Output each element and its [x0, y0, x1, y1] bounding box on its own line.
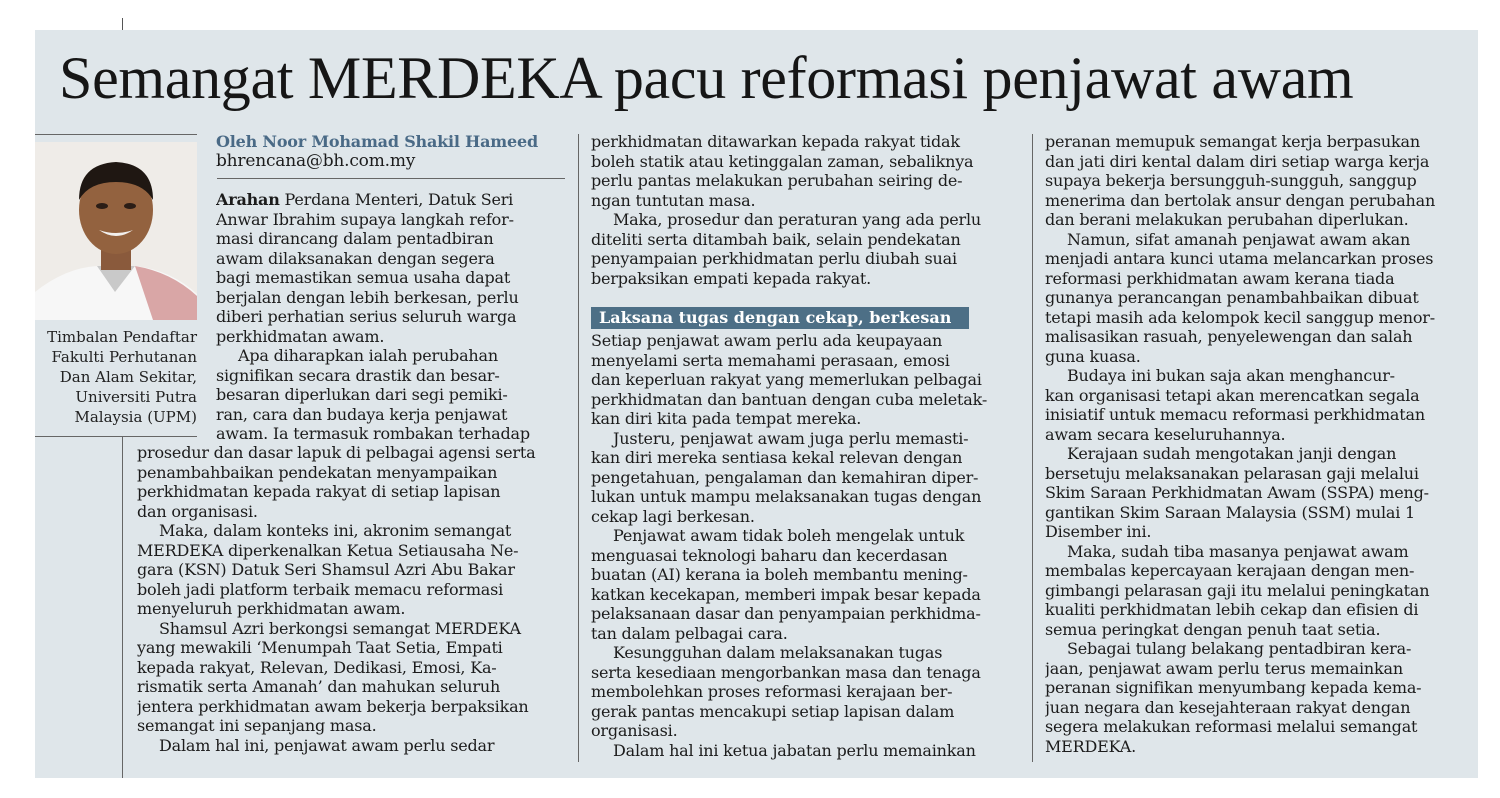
text-line	[1045, 347, 1475, 367]
text-line	[1045, 620, 1475, 640]
text-span: Apa diharapkan ialah perubahan	[238, 346, 498, 365]
text-line	[216, 346, 561, 366]
text-line	[591, 448, 1021, 468]
text-span: membalas kepercayaan kerajaan dengan men-	[1045, 561, 1415, 580]
text-span: Budaya ini bukan saja akan menghancur-	[1067, 366, 1395, 385]
text-line	[1045, 405, 1475, 425]
text-span: malisasikan rasuah, penyelewengan dan salah	[1045, 327, 1413, 346]
text-line	[1045, 600, 1475, 620]
crop-mark	[122, 18, 123, 30]
text-line	[1045, 561, 1475, 581]
text-span: dan keperluan rakyat yang memerlukan pelbagai	[591, 370, 982, 389]
text-line	[1045, 639, 1475, 659]
text-span: gimbangi pelarasan gaji itu melalui peningkatan	[1045, 580, 1430, 600]
column-2-top	[591, 132, 1021, 288]
text-span: Maka, sudah tiba masanya penjawat awam	[1067, 541, 1409, 561]
text-line	[216, 268, 561, 288]
text-line	[137, 443, 567, 463]
text-span: kan diri kita pada tempat mereka.	[591, 409, 862, 428]
text-span: perkhidmatan kepada rakyat di setiap lapisan	[137, 482, 501, 501]
text-span: juan negara dan kesejahteraan rakyat dengan	[1045, 697, 1411, 717]
text-span: supaya bekerja bersungguh-sungguh, sanggup	[1045, 171, 1417, 190]
text-span: gunanya perancangan penambahbaikan dibuat	[1045, 288, 1419, 307]
text-span: tan dalam pelbagai cara.	[591, 623, 788, 643]
author-email: bhrencana@bh.com.my	[216, 151, 416, 171]
text-span: berjalan dengan lebih berkesan, perlu	[216, 287, 519, 307]
text-line	[591, 643, 1021, 663]
text-line	[1045, 444, 1475, 464]
text-span: gantikan Skim Saraan Malaysia (SSM) mulai 1	[1045, 502, 1415, 522]
text-span: peranan signifikan menyumbang kepada kema-	[1045, 678, 1422, 697]
text-span: bersetuju melaksanakan pelarasan gaji melalui	[1045, 463, 1419, 483]
text-line	[216, 327, 561, 347]
text-span: cekap lagi berkesan.	[591, 506, 755, 526]
text-span: masi dirancang dalam pentadbiran	[216, 229, 494, 248]
text-line	[591, 604, 1021, 624]
text-span: menyelami serta memahami perasaan, emosi	[591, 350, 950, 370]
text-line	[591, 409, 1021, 429]
divider	[217, 178, 565, 179]
text-span: reformasi perkhidmatan awam kerana tiada	[1045, 268, 1395, 288]
subheading: Laksana tugas dengan cekap, berkesan	[591, 307, 969, 329]
text-line	[137, 736, 567, 756]
column-divider	[578, 134, 579, 762]
text-line	[216, 307, 561, 327]
text-span: buatan (AI) kerana ia boleh membantu mening-	[591, 565, 968, 584]
text-span: boleh statik atau ketinggalan zaman, sebaliknya	[591, 151, 974, 171]
text-line	[591, 230, 1021, 250]
text-span: besaran diperlukan dari segi pemiki-	[216, 385, 508, 404]
text-span: Setiap penjawat awam perlu ada keupayaan	[591, 331, 943, 350]
text-line	[137, 638, 567, 658]
text-span: jaan, penjawat awam perlu terus memainkan	[1045, 658, 1403, 678]
text-line	[1045, 288, 1475, 308]
text-line	[216, 249, 561, 269]
caption-line: Dan Alam Sekitar,	[59, 368, 197, 386]
text-line	[591, 132, 1021, 152]
text-span: organisasi.	[591, 721, 678, 740]
text-line	[591, 331, 1021, 351]
column-2-bottom	[591, 331, 1021, 760]
text-span: awam secara keseluruhannya.	[1045, 424, 1286, 444]
author-photo	[35, 142, 197, 320]
column-1-top	[216, 190, 561, 444]
text-line	[591, 210, 1021, 230]
divider	[35, 134, 197, 135]
text-span: inisiatif untuk memacu reformasi perkhidmatan	[1045, 405, 1425, 424]
text-span: perlu pantas melakukan perubahan seiring de-	[591, 171, 963, 190]
text-span: dan jati diri kental dalam diri setiap warga kerja	[1045, 151, 1430, 171]
text-span: semua peringkat dengan penuh taat setia.	[1045, 619, 1381, 639]
text-span: Namun, sifat amanah penjawat awam akan	[1067, 229, 1411, 249]
text-span: Kesungguhan dalam melaksanakan tugas	[613, 643, 943, 662]
text-line	[137, 697, 567, 717]
text-line	[591, 370, 1021, 390]
text-span: perkhidmatan ditawarkan kepada rakyat tidak	[591, 132, 960, 151]
text-line	[1045, 269, 1475, 289]
lead-word: Arahan	[216, 190, 280, 209]
column-3	[1045, 132, 1475, 756]
text-line	[1045, 522, 1475, 542]
text-line	[216, 366, 561, 386]
text-line	[591, 624, 1021, 644]
text-span: Dalam hal ini, penjawat awam perlu sedar	[159, 735, 495, 755]
text-line	[591, 546, 1021, 566]
text-line	[1045, 191, 1475, 211]
text-line	[216, 190, 561, 210]
text-line	[137, 580, 567, 600]
text-line	[137, 677, 567, 697]
text-line	[1045, 542, 1475, 562]
text-line	[591, 249, 1021, 269]
text-line	[137, 463, 567, 483]
text-span: Disember ini.	[1045, 522, 1152, 541]
text-span: menerima dan bertolak ansur dengan perubahan	[1045, 190, 1436, 210]
text-span: bagi memastikan semua usaha dapat	[216, 268, 511, 287]
byline-block	[216, 132, 538, 171]
text-line	[1045, 581, 1475, 601]
text-span: segera melakukan reformasi melalui semangat	[1045, 717, 1418, 736]
column-1-bottom	[137, 443, 567, 755]
caption-line: Timbalan Pendaftar	[47, 328, 197, 346]
text-span: MERDEKA.	[1045, 736, 1136, 756]
text-line	[591, 663, 1021, 683]
text-line	[591, 390, 1021, 410]
text-span: yang mewakili ‘Menumpah Taat Setia, Empati	[137, 638, 503, 657]
text-line	[1045, 698, 1475, 718]
text-span: awam. Ia termasuk rombakan terhadap	[216, 424, 530, 443]
text-span: prosedur dan dasar lapuk di pelbagai agensi serta	[137, 443, 536, 462]
text-span: Penjawat awam tidak boleh mengelak untuk	[613, 526, 965, 545]
text-span: Skim Saraan Perkhidmatan Awam (SSPA) meng-	[1045, 483, 1429, 502]
text-line	[216, 210, 561, 230]
text-line	[1045, 464, 1475, 484]
text-line	[591, 269, 1021, 289]
text-line	[1045, 503, 1475, 523]
text-line	[591, 429, 1021, 449]
text-span: menguasai teknologi baharu dan kecerdasan	[591, 545, 948, 565]
text-line	[137, 560, 567, 580]
text-span: Maka, prosedur dan peraturan yang ada perlu	[613, 210, 981, 229]
text-span: rismatik serta Amanah’ dan mahukan seluruh	[137, 677, 501, 696]
divider	[35, 436, 197, 437]
text-span: awam dilaksanakan dengan segera	[216, 248, 495, 268]
text-line	[1045, 366, 1475, 386]
text-span: peranan memupuk semangat kerja berpasukan	[1045, 132, 1420, 151]
text-span: menyeluruh perkhidmatan awam.	[137, 599, 406, 618]
text-line	[591, 152, 1021, 172]
text-span: katkan kecekapan, memberi impak besar kepada	[591, 584, 981, 604]
text-line	[1045, 249, 1475, 269]
text-line	[591, 507, 1021, 527]
text-line	[1045, 678, 1475, 698]
byline: Oleh Noor Mohamad Shakil Hameed	[216, 132, 538, 151]
newspaper-clipping	[35, 30, 1478, 778]
text-span: Maka, dalam konteks ini, akronim semangat	[159, 521, 512, 540]
text-span: perkhidmatan dan bantuan dengan cuba meletak-	[591, 389, 988, 409]
text-line	[1045, 132, 1475, 152]
text-line	[1045, 425, 1475, 445]
text-span: penyampaian perkhidmatan perlu diubah suai	[591, 249, 957, 268]
text-span: Kerajaan sudah mengotakan janji dengan	[1067, 444, 1397, 463]
text-span: Shamsul Azri berkongsi semangat MERDEKA	[159, 618, 521, 638]
text-line	[591, 741, 1021, 761]
text-span: diberi perhatian serius seluruh warga	[216, 307, 517, 326]
text-line	[216, 288, 561, 308]
column-divider	[122, 436, 123, 778]
text-span: Perdana Menteri, Datuk Seri	[279, 190, 514, 209]
text-line	[137, 541, 567, 561]
text-line	[1045, 230, 1475, 250]
text-line	[1045, 483, 1475, 503]
text-line	[1045, 210, 1475, 230]
caption-line: Fakulti Perhutanan	[51, 348, 197, 366]
text-span: Sebagai tulang belakang pentadbiran kera-	[1067, 639, 1412, 658]
text-span: kepada rakyat, Relevan, Dedikasi, Emosi, Ka-	[137, 657, 497, 677]
text-line	[1045, 659, 1475, 679]
text-line	[1045, 308, 1475, 328]
text-span: Dalam hal ini ketua jabatan perlu memainkan	[613, 740, 976, 760]
text-line	[591, 487, 1021, 507]
text-span: berpaksikan empati kepada rakyat.	[591, 268, 872, 288]
text-span: serta kesediaan mengorbankan masa dan tenaga	[591, 662, 981, 682]
text-line	[591, 468, 1021, 488]
text-span: penambahbaikan pendekatan menyampaikan	[137, 462, 498, 482]
text-line	[137, 658, 567, 678]
caption-line: Malaysia (UPM)	[74, 408, 197, 426]
text-line	[137, 716, 567, 736]
text-span: perkhidmatan awam.	[216, 326, 385, 346]
text-span: gara (KSN) Datuk Seri Shamsul Azri Abu Bakar	[137, 560, 515, 579]
text-span: kan diri mereka sentiasa kekal relevan dengan	[591, 448, 963, 467]
text-line	[137, 521, 567, 541]
text-span: Justeru, penjawat awam juga perlu memasti-	[613, 428, 969, 448]
text-line	[216, 385, 561, 405]
text-span: lukan untuk mampu melaksanakan tugas dengan	[591, 487, 982, 506]
text-line	[1045, 717, 1475, 737]
text-line	[591, 721, 1021, 741]
text-span: kan organisasi tetapi akan merencatkan segala	[1045, 385, 1420, 405]
photo-caption	[35, 327, 197, 427]
text-span: MERDEKA diperkenalkan Ketua Setiausaha Ne-	[137, 540, 519, 560]
text-line	[216, 229, 561, 249]
text-span: jentera perkhidmatan awam bekerja berpaksikan	[137, 696, 529, 716]
text-line	[591, 565, 1021, 585]
text-line	[591, 702, 1021, 722]
text-span: dan berani melakukan perubahan diperlukan.	[1045, 210, 1409, 229]
text-line	[137, 619, 567, 639]
text-span: semangat ini sepanjang masa.	[137, 716, 377, 735]
text-span: signifikan secara drastik dan besar-	[216, 365, 500, 385]
text-span: pengetahuan, pengalaman dan kemahiran diper-	[591, 467, 979, 487]
text-span: membolehkan proses reformasi kerajaan ber-	[591, 682, 953, 701]
text-line	[137, 599, 567, 619]
text-span: ran, cara dan budaya kerja penjawat	[216, 404, 508, 424]
text-line	[137, 482, 567, 502]
text-span: menjadi antara kunci utama melancarkan proses	[1045, 249, 1434, 268]
text-line	[1045, 327, 1475, 347]
caption-line: Universiti Putra	[75, 388, 197, 406]
headline: Semangat MERDEKA pacu reformasi penjawat awam	[59, 45, 1354, 111]
text-line	[1045, 152, 1475, 172]
text-line	[591, 682, 1021, 702]
text-line	[216, 405, 561, 425]
text-span: Anwar Ibrahim supaya langkah refor-	[216, 209, 514, 229]
text-span: pelaksanaan dasar dan penyampaian perkhidma-	[591, 604, 981, 623]
text-line	[591, 351, 1021, 371]
text-span: tetapi masih ada kelompok kecil sanggup menor-	[1045, 307, 1435, 327]
text-line	[591, 585, 1021, 605]
text-line	[591, 526, 1021, 546]
text-line	[1045, 737, 1475, 757]
text-line	[1045, 386, 1475, 406]
text-span: boleh jadi platform terbaik memacu reformasi	[137, 579, 504, 599]
text-line	[591, 191, 1021, 211]
text-line	[216, 424, 561, 444]
text-span: gerak pantas mencakupi setiap lapisan dalam	[591, 701, 955, 721]
text-span: dan organisasi.	[137, 501, 258, 521]
text-span: guna kuasa.	[1045, 346, 1141, 366]
text-span: kualiti perkhidmatan lebih cekap dan efisien di	[1045, 600, 1419, 619]
text-line	[1045, 171, 1475, 191]
text-line	[591, 171, 1021, 191]
text-line	[137, 502, 567, 522]
column-divider	[1032, 134, 1033, 762]
text-span: diteliti serta ditambah baik, selain pendekatan	[591, 229, 961, 249]
text-span: ngan tuntutan masa.	[591, 190, 756, 210]
